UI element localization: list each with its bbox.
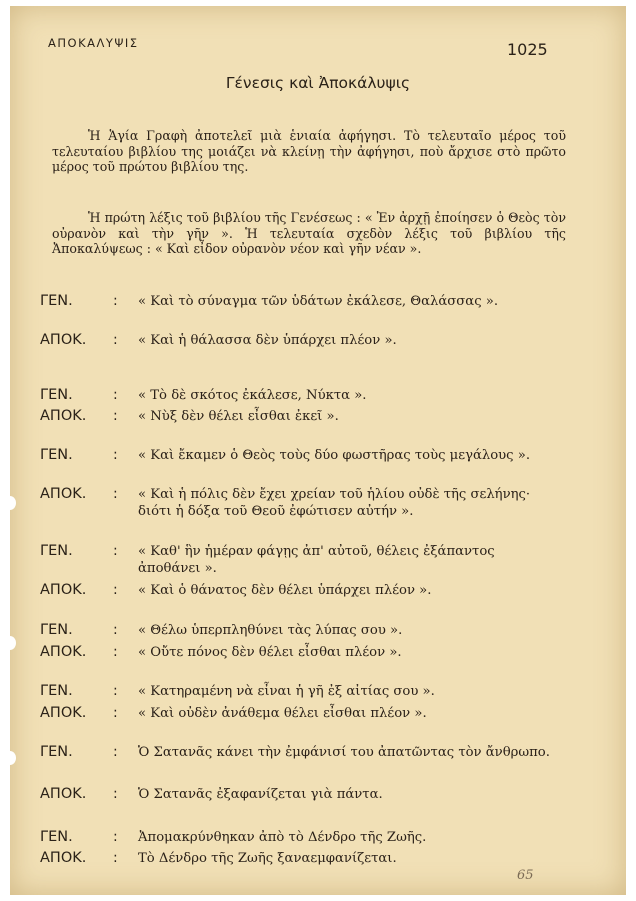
entry-colon: : bbox=[113, 644, 118, 660]
entry-colon: : bbox=[113, 293, 118, 309]
running-header: ΑΠΟΚΑΛΥΨΙΣ bbox=[48, 36, 139, 50]
entry-colon: : bbox=[113, 622, 118, 638]
entry-label: ΑΠΟΚ. bbox=[40, 332, 87, 348]
entry-label: ΓΕΝ. bbox=[40, 829, 73, 845]
comparison-entry bbox=[10, 786, 626, 826]
entry-label: ΑΠΟΚ. bbox=[40, 850, 87, 866]
intro-paragraph-1: Ἡ Ἁγία Γραφὴ ἀποτελεῖ μιὰ ἑνιαία ἀφήγησι. Τὸ τελευταῖο μέρος τοῦ τελευταίου βιβλίου της μοιάζει νὰ κλείνῃ τὴν ἀφήγησι, ποὺ ἄρχισε στὸ πρῶτο μέρος τοῦ πρώτου βιβλίου της. bbox=[52, 128, 566, 174]
entry-text: « Οὔτε πόνος δὲν θέλει εἶσθαι πλέον ». bbox=[138, 645, 402, 660]
comparison-entry bbox=[10, 644, 626, 684]
entry-label: ΓΕΝ. bbox=[40, 447, 73, 463]
entry-colon: : bbox=[113, 829, 118, 845]
entry-colon: : bbox=[113, 786, 118, 802]
entry-label: ΓΕΝ. bbox=[40, 683, 73, 699]
entry-label: ΑΠΟΚ. bbox=[40, 582, 87, 598]
book-page bbox=[10, 6, 626, 895]
entry-text: « Καὶ ἡ πόλις δὲν ἔχει χρείαν τοῦ ἡλίου οὐδὲ τῆς σελήνης· διότι ἡ δόξα τοῦ Θεοῦ ἐφώτισεν αὐτήν ». bbox=[138, 487, 531, 519]
comparison-entry bbox=[10, 744, 626, 784]
entry-colon: : bbox=[113, 543, 118, 559]
entry-text: « Τὸ δὲ σκότος ἐκάλεσε, Νύκτα ». bbox=[138, 388, 367, 403]
entry-label: ΓΕΝ. bbox=[40, 744, 73, 760]
comparison-entry bbox=[10, 486, 626, 526]
entry-text: Ὁ Σατανᾶς κάνει τὴν ἐμφάνισί του ἀπατῶντας τὸν ἄνθρωπο. bbox=[138, 745, 550, 760]
page-title: Γένεσις καὶ Ἀποκάλυψις bbox=[225, 74, 411, 92]
entry-label: ΑΠΟΚ. bbox=[40, 408, 87, 424]
entry-text: « Καθ' ἣν ἡμέραν φάγῃς ἀπ' αὐτοῦ, θέλεις ἐξάπαντος ἀποθάνει ». bbox=[138, 544, 495, 576]
header-page-number: 1025 bbox=[507, 40, 548, 59]
comparison-entry bbox=[10, 447, 626, 487]
intro-paragraph-2: Ἡ πρώτη λέξις τοῦ βιβλίου τῆς Γενέσεως : « Ἐν ἀρχῇ ἐποίησεν ὁ Θεὸς τὸν οὐρανὸν καὶ τὴν γῆν ». Ἡ τελευταία σχεδὸν λέξις τοῦ βιβλίου τῆς Ἀποκαλύψεως : « Καὶ εἶδον οὐρανὸν νέον καὶ γῆν νέαν ». bbox=[52, 210, 566, 256]
comparison-entry bbox=[10, 293, 626, 333]
entry-text: « Καὶ τὸ σύναγμα τῶν ὑδάτων ἐκάλεσε, Θαλάσσας ». bbox=[138, 294, 499, 309]
entry-text: « Καὶ οὐδὲν ἀνάθεμα θέλει εἶσθαι πλέον ». bbox=[138, 706, 427, 721]
entry-colon: : bbox=[113, 486, 118, 502]
entry-label: ΑΠΟΚ. bbox=[40, 486, 87, 502]
entry-text: Ὁ Σατανᾶς ἐξαφανίζεται γιὰ πάντα. bbox=[138, 787, 383, 802]
entry-text: Τὸ Δένδρο τῆς Ζωῆς ξαναεμφανίζεται. bbox=[138, 851, 397, 866]
footer-page-number: 65 bbox=[517, 868, 534, 883]
entry-text: « Κατηραμένη νὰ εἶναι ἡ γῆ ἐξ αἰτίας σου ». bbox=[138, 684, 435, 699]
entry-colon: : bbox=[113, 683, 118, 699]
comparison-entry bbox=[10, 705, 626, 745]
entry-label: ΓΕΝ. bbox=[40, 543, 73, 559]
entry-label: ΓΕΝ. bbox=[40, 387, 73, 403]
entry-text: Ἀπομακρύνθηκαν ἀπὸ τὸ Δένδρο τῆς Ζωῆς. bbox=[138, 830, 427, 845]
comparison-entry bbox=[10, 332, 626, 372]
entry-text: « Καὶ ὁ θάνατος δὲν θέλει ὑπάρχει πλέον ». bbox=[138, 583, 432, 598]
entry-label: ΓΕΝ. bbox=[40, 293, 73, 309]
entry-text: « Καὶ ἡ θάλασσα δὲν ὑπάρχει πλέον ». bbox=[138, 333, 397, 348]
entry-colon: : bbox=[113, 447, 118, 463]
entry-label: ΑΠΟΚ. bbox=[40, 705, 87, 721]
entry-colon: : bbox=[113, 408, 118, 424]
comparison-entry bbox=[10, 850, 626, 890]
comparison-entry bbox=[10, 408, 626, 448]
entry-colon: : bbox=[113, 744, 118, 760]
entry-text: « Θέλω ὑπερπληθύνει τὰς λύπας σου ». bbox=[138, 623, 403, 638]
entry-colon: : bbox=[113, 387, 118, 403]
entry-label: ΑΠΟΚ. bbox=[40, 644, 87, 660]
entry-colon: : bbox=[113, 582, 118, 598]
entry-colon: : bbox=[113, 850, 118, 866]
comparison-entry bbox=[10, 582, 626, 622]
entry-colon: : bbox=[113, 705, 118, 721]
entry-text: « Καὶ ἔκαμεν ὁ Θεὸς τοὺς δύο φωστῆρας τοὺς μεγάλους ». bbox=[138, 448, 531, 463]
entry-label: ΑΠΟΚ. bbox=[40, 786, 87, 802]
entry-colon: : bbox=[113, 332, 118, 348]
comparison-entry bbox=[10, 543, 626, 583]
entry-label: ΓΕΝ. bbox=[40, 622, 73, 638]
entry-text: « Νὺξ δὲν θέλει εἶσθαι ἐκεῖ ». bbox=[138, 409, 339, 424]
